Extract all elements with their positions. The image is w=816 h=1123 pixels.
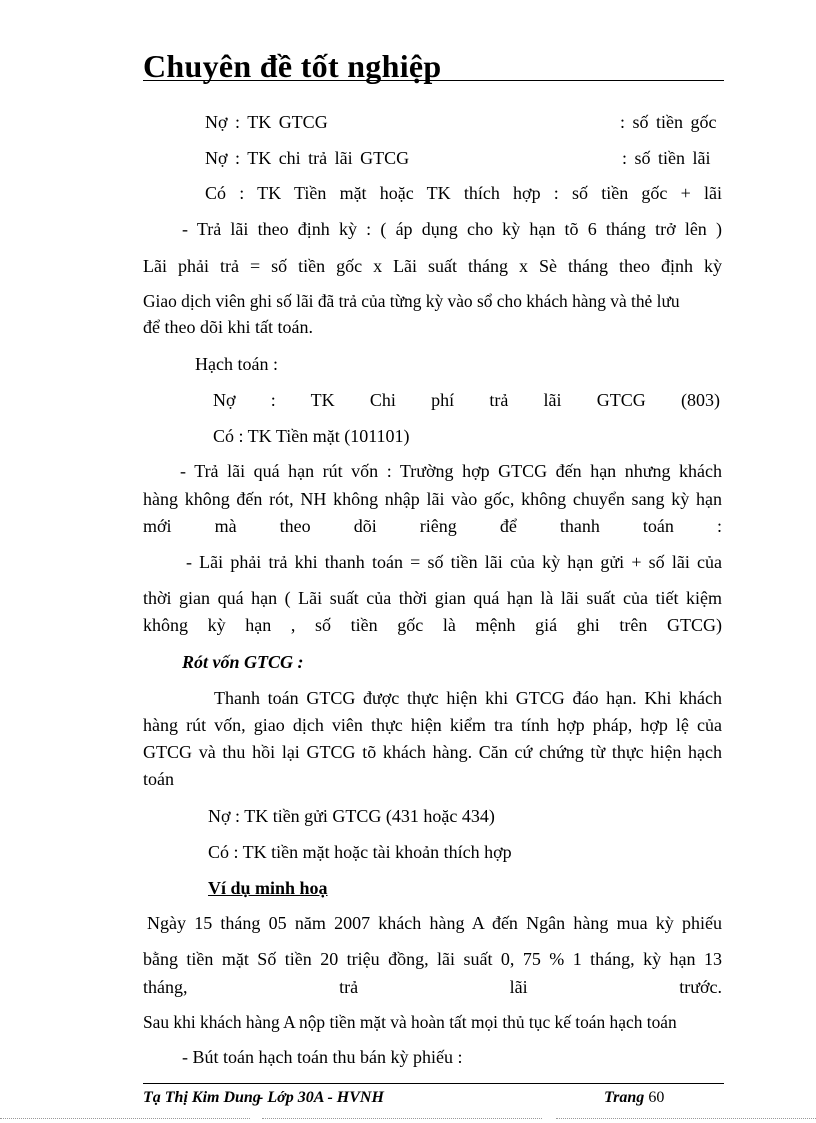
para-periodic-interest: - Trả lãi theo định kỳ : ( áp dụng cho kỳ hạn tõ 6 tháng trở lên ): [182, 219, 722, 239]
para-teller-record-line1: Giao dịch viên ghi số lãi đã trả của từng kỳ vào sổ cho khách hàng và thẻ lưu: [143, 291, 680, 311]
page-bottom-border: [0, 1118, 816, 1123]
entry-debit-803: Nợ : TK Chi phí trả lãi GTCG (803): [213, 390, 720, 410]
para-example-line3: tháng, trả lãi trước.: [143, 977, 722, 997]
entry-debit-gtcg: Nợ : TK GTCG: [205, 112, 328, 132]
entry-credit-101101: Có : TK Tiền mặt (101101): [213, 426, 410, 446]
para-overdue-line2: hàng không đến rót, NH không nhập lãi vào gốc, không chuyển sang kỳ hạn: [143, 489, 722, 509]
para-interest-formula: Lãi phải trả = số tiền gốc x Lãi suất tháng x Sè tháng theo định kỳ: [143, 256, 722, 276]
header-divider: [143, 80, 724, 81]
para-payable-line3: không kỳ hạn , số tiền gốc là mệnh giá ghi trên GTCG): [143, 615, 722, 635]
para-sale-entry: - Bút toán hạch toán thu bán kỳ phiếu :: [182, 1047, 463, 1067]
entry-credit-cash: Có : TK Tiền mặt hoặc TK thích hợp : số tiền gốc + lãi: [205, 183, 722, 203]
para-settlement-line3: GTCG và thu hồi lại GTCG tõ khách hàng. Căn cứ chứng từ thực hiện hạch: [143, 742, 722, 762]
para-teller-record-line2: để theo dõi khi tất toán.: [143, 317, 313, 337]
footer-divider: [143, 1083, 724, 1084]
para-overdue-line3: mới mà theo dõi riêng để thanh toán :: [143, 516, 722, 536]
footer-page-label: Trang: [604, 1089, 645, 1106]
para-settlement-line1: Thanh toán GTCG được thực hiện khi GTCG đáo hạn. Khi khách: [214, 688, 722, 708]
footer-page: [604, 1089, 664, 1107]
para-settlement-line4: toán: [143, 769, 174, 789]
entry-credit-appropriate: Có : TK tiền mặt hoặc tài khoản thích hợp: [208, 842, 512, 862]
heading-example: Ví dụ minh hoạ: [208, 878, 328, 898]
heading-accounting: Hạch toán :: [195, 354, 278, 374]
para-payable-line2: thời gian quá hạn ( Lãi suất của thời gian quá hạn là lãi suất của tiết kiệm: [143, 588, 722, 608]
para-overdue-line1: - Trả lãi quá hạn rút vốn : Trường hợp GTCG đến hạn nhưng khách: [180, 461, 722, 481]
footer-page-number: 60: [648, 1089, 665, 1106]
entry-debit-interest-amount: : số tiền lãi: [622, 148, 711, 168]
para-example-line1: Ngày 15 tháng 05 năm 2007 khách hàng A đến Ngân hàng mua kỳ phiếu: [147, 913, 722, 933]
page-header-title: Chuyên đề tốt nghiệp: [143, 48, 442, 84]
entry-debit-gtcg-amount: : số tiền gốc: [620, 112, 717, 132]
para-payable-line1: - Lãi phải trả khi thanh toán = số tiền lãi của kỳ hạn gửi + số lãi của: [186, 552, 722, 572]
heading-withdrawal: Rót vốn GTCG :: [182, 652, 304, 672]
footer-class: - Lớp 30A - HVNH: [258, 1089, 384, 1106]
para-settlement-line2: hàng rút vốn, giao dịch viên thực hiện kiểm tra tính hợp pháp, hợp lệ của: [143, 715, 722, 735]
para-example-line2: bằng tiền mặt Số tiền 20 triệu đồng, lãi suất 0, 75 % 1 tháng, kỳ hạn 13: [143, 949, 722, 969]
footer-author: Tạ Thị Kim Dung: [143, 1089, 261, 1106]
entry-debit-interest: Nợ : TK chi trả lãi GTCG: [205, 148, 410, 168]
entry-debit-431: Nợ : TK tiền gửi GTCG (431 hoặc 434): [208, 806, 495, 826]
para-after-payment: Sau khi khách hàng A nộp tiền mặt và hoàn tất mọi thủ tục kế toán hạch toán: [143, 1012, 677, 1032]
